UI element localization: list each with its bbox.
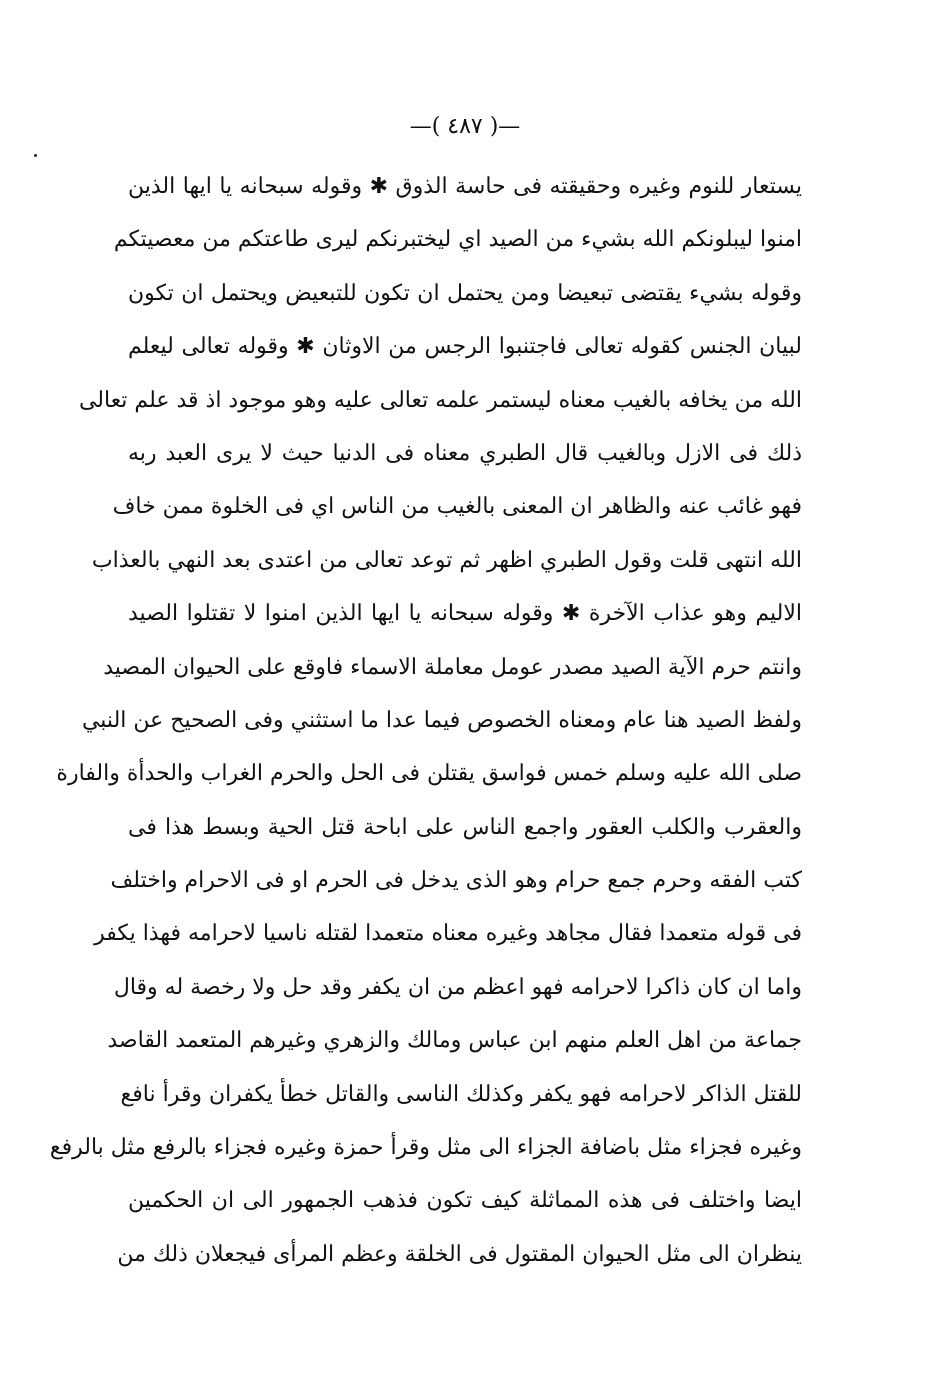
text-line: كتب الفقه وحرم جمع حرام وهو الذى يدخل فى الحرم او فى الاحرام واختلف xyxy=(110,868,802,894)
text-line: الله انتهى قلت وقول الطبري اظهر ثم توعد تعالى من اعتدى بعد النهي بالعذاب xyxy=(91,547,802,573)
text-line: لبيان الجنس كقوله تعالى فاجتنبوا الرجس من الاوثان ✱ وقوله تعالى ليعلم xyxy=(128,334,802,360)
scan-speck xyxy=(34,154,37,157)
text-line: وانتم حرم الآية الصيد مصدر عومل معاملة الاسماء فاوقع على الحيوان المصيد xyxy=(103,654,802,680)
text-line: ذلك فى الازل وبالغيب قال الطبري معناه فى الدنيا حيث لا يرى العبد ربه xyxy=(128,440,802,466)
text-line: ولفظ الصيد هنا عام ومعناه الخصوص فيما عدا ما استثني وفى الصحيح عن النبي xyxy=(81,707,802,733)
text-line: فى قوله متعمدا فقال مجاهد وغيره معناه متعمدا لقتله ناسيا لاحرامه فهذا يكفر xyxy=(94,921,802,947)
text-line: ينظران الى مثل الحيوان المقتول فى الخلقة وعظم المرأى فيجعلان ذلك من xyxy=(117,1241,802,1267)
page-number: —( ٤٨٧ )— xyxy=(409,114,521,139)
text-line: واما ان كان ذاكرا لاحرامه فهو اعظم من ان يكفر وقد حل ولا رخصة له وقال xyxy=(113,974,802,1000)
text-line: وقوله بشيء يقتضى تبعيضا ومن يحتمل ان تكون للتبعيض ويحتمل ان تكون xyxy=(128,280,802,306)
text-line: والعقرب والكلب العقور واجمع الناس على اباحة قتل الحية وبسط هذا فى xyxy=(128,814,802,840)
text-line: صلى الله عليه وسلم خمس فواسق يقتلن فى الحل والحرم الغراب والحدأة والفارة xyxy=(56,761,802,787)
text-line: للقتل الذاكر لاحرامه فهو يكفر وكذلك الناسى والقاتل خطأ يكفران وقرأ نافع xyxy=(120,1081,802,1107)
text-line: الاليم وهو عذاب الآخرة ✱ وقوله سبحانه يا ايها الذين امنوا لا تقتلوا الصيد xyxy=(128,601,802,627)
text-line: ايضا واختلف فى هذه المماثلة كيف تكون فذهب الجمهور الى ان الحكمين xyxy=(128,1188,802,1214)
text-line: الله من يخافه بالغيب معناه ليستمر علمه تعالى عليه وهو موجود اذ قد علم تعالى xyxy=(78,387,802,413)
text-line: فهو غائب عنه والظاهر ان المعنى بالغيب من الناس اي فى الخلوة ممن خاف xyxy=(112,494,802,520)
text-line: وغيره فجزاء مثل باضافة الجزاء الى مثل وقرأ حمزة وغيره فجزاء بالرفع مثل بالرفع xyxy=(49,1135,802,1161)
text-line: امنوا ليبلونكم الله بشيء من الصيد اي ليختبرنكم ليرى طاعتكم من معصيتكم xyxy=(113,227,802,253)
text-line: جماعة من اهل العلم منهم ابن عباس ومالك والزهري وغيرهم المتعمد القاصد xyxy=(107,1028,802,1054)
text-line: يستعار للنوم وغيره وحقيقته فى حاسة الذوق ✱ وقوله سبحانه يا ايها الذين xyxy=(128,174,802,199)
body-text xyxy=(49,160,802,1281)
